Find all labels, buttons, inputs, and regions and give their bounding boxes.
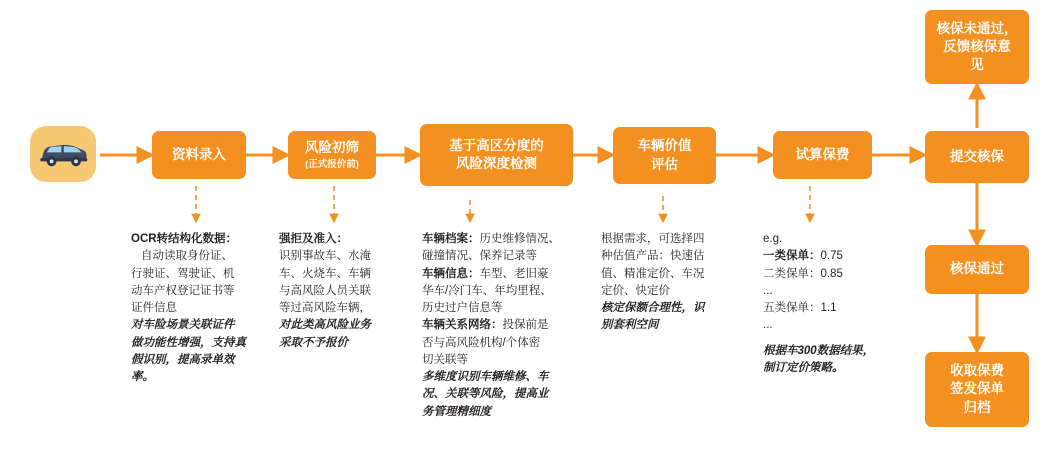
annotation-line: 率。	[131, 371, 154, 383]
node-label-line1: 核保未通过，	[936, 20, 1018, 36]
annotation-line: 值、精准定价、车况	[601, 267, 705, 280]
node-label: 提交核保	[950, 148, 1004, 164]
node-submit-underwriting[interactable]	[925, 131, 1029, 183]
annotation-line: 车、火烧车、车辆	[279, 267, 371, 280]
annotation-deep-risk-detection	[422, 231, 590, 421]
annotation-line: 根据车300数据结果，	[763, 344, 875, 357]
annotation-line-head: 车辆关系网络：	[422, 319, 503, 332]
annotation-line: 做功能性增强，支持真	[131, 336, 246, 349]
annotation-line: 识别事故车、水淹	[279, 250, 371, 263]
annotation-line	[422, 317, 590, 334]
annotation-risk-prescreen	[279, 231, 399, 352]
annotation-line: 碰撞情况、保养记录等	[422, 250, 537, 263]
node-vehicle-valuation[interactable]	[613, 127, 716, 184]
annotation-data-entry	[131, 231, 266, 386]
node-label-line1: 基于高区分度的	[449, 137, 544, 153]
node-label-line3: 见	[970, 57, 984, 73]
node-label-line2: 风险深度检测	[456, 156, 537, 171]
annotation-line: 历史过户信息等	[422, 302, 503, 314]
node-label: 试算保费	[795, 146, 850, 162]
annotation-line: 制订定价策略。	[763, 361, 844, 374]
node-collect-premium-issue-policy[interactable]	[925, 352, 1029, 427]
annotation-line: 自动读取身份证、	[141, 250, 233, 263]
node-label-line2: 签发保单	[950, 381, 1004, 397]
node-label-line2: 评估	[651, 156, 678, 172]
annotation-line: 与高风险人员关联	[279, 284, 371, 297]
node-data-entry[interactable]	[152, 131, 246, 179]
annotation-line-head: 车辆档案：	[422, 233, 480, 245]
annotation-line	[422, 266, 590, 283]
node-label-line2: 反馈核保意	[943, 38, 1011, 54]
annotation-line: 务管理精细度	[422, 405, 491, 418]
annotation-line: e.g.	[763, 233, 783, 245]
node-label-line1: 车辆价值	[637, 138, 692, 154]
annotation-line: 核定保额合理性，识	[601, 302, 705, 314]
node-label-line3: 归档	[963, 399, 991, 415]
annotation-line-head: 车辆信息：	[422, 267, 480, 280]
annotation-premium-calculation	[763, 231, 903, 377]
annotation-line: 五类保单：1.1	[763, 302, 837, 314]
annotation-line: 对此类高风险业务	[279, 319, 371, 332]
annotation-line: 采取不予报价	[279, 336, 348, 349]
annotation-line-tail: 车型、老旧豪	[479, 267, 549, 280]
node-label: 资料录入	[172, 146, 226, 162]
node-label: 风险初筛	[305, 139, 359, 155]
car-icon	[37, 139, 89, 169]
annotation-line: 假识别，提高录单效	[131, 353, 235, 366]
annotation-line: 华车/冷门车、年均里程、	[422, 284, 552, 297]
node-risk-prescreen[interactable]	[288, 131, 376, 179]
annotation-line: 二类保单：0.85	[763, 267, 843, 280]
node-premium-calculation[interactable]	[773, 131, 872, 179]
annotation-line: 定价、快定价	[601, 284, 670, 297]
annotation-line: 切关联等	[422, 353, 468, 366]
node-underwriting-passed[interactable]	[925, 245, 1029, 294]
annotation-line	[763, 248, 903, 265]
annotation-line: 否与高风险机构/个体密	[422, 336, 541, 349]
annotation-line: 等过高风险车辆，	[279, 302, 371, 314]
annotation-line: 别套利空间	[601, 319, 659, 332]
annotation-line: 强拒及准入：	[279, 233, 348, 245]
annotation-line: 多维度识别车辆维修、车	[422, 371, 549, 383]
annotation-line: 证件信息	[131, 302, 177, 314]
annotation-line: OCR转结构化数据：	[131, 233, 238, 245]
annotation-vehicle-valuation	[601, 231, 731, 335]
node-underwriting-rejected[interactable]	[925, 10, 1029, 84]
annotation-line: ...	[763, 319, 773, 332]
node-deep-risk-detection[interactable]	[420, 124, 573, 186]
annotation-line-tail: 历史维修情况、	[479, 233, 560, 245]
annotation-line	[422, 231, 590, 248]
start-node	[30, 126, 96, 182]
annotation-line: 对车险场景关联证件	[131, 319, 235, 332]
annotation-line: 根据需求，可选择四	[601, 233, 705, 245]
annotation-line: ...	[763, 284, 773, 297]
annotation-line: 行驶证、驾驶证、机	[131, 267, 235, 280]
annotation-line-tail: 0.75	[820, 250, 843, 263]
node-label: 核保通过	[950, 261, 1004, 277]
annotation-line: 况、关联等风险，提高业	[422, 388, 549, 401]
node-label-line1: 收取保费	[950, 363, 1004, 379]
annotation-line-tail: 投保前是	[502, 319, 549, 332]
annotation-line: 种估值产品：快速估	[601, 250, 705, 263]
node-sublabel: (正式报价前)	[305, 158, 359, 170]
annotation-line-head: 一类保单：	[763, 250, 821, 263]
annotation-line: 动车产权登记证书等	[131, 284, 235, 297]
